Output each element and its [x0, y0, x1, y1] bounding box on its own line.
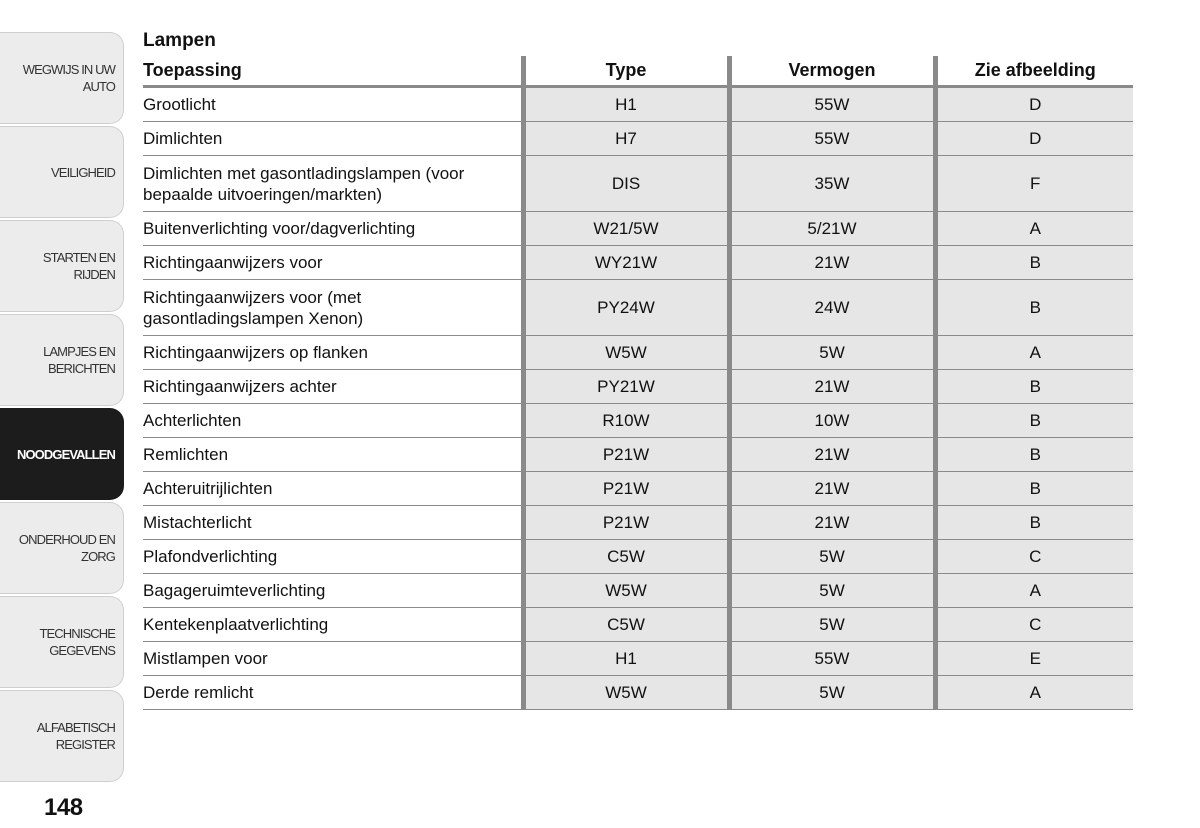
cell-type: C5W — [523, 608, 729, 642]
table-row — [143, 246, 1133, 280]
tab-technische-gegevens[interactable] — [0, 596, 124, 688]
cell-toepassing: Achteruitrijlichten — [143, 472, 523, 506]
tab-onderhoud-en-zorg[interactable] — [0, 502, 124, 594]
cell-toepassing: Grootlicht — [143, 87, 523, 122]
table-row — [143, 540, 1133, 574]
lamp-table — [143, 56, 1133, 710]
cell-zie-afbeelding: B — [935, 370, 1133, 404]
cell-vermogen: 21W — [729, 438, 935, 472]
page-number: 148 — [44, 794, 83, 821]
cell-toepassing: Buitenverlichting voor/dagverlichting — [143, 212, 523, 246]
cell-type: P21W — [523, 506, 729, 540]
cell-zie-afbeelding: E — [935, 642, 1133, 676]
tab-alfabetisch-register[interactable] — [0, 690, 124, 782]
cell-type: H7 — [523, 122, 729, 156]
cell-toepassing: Remlichten — [143, 438, 523, 472]
cell-toepassing: Richtingaanwijzers voor — [143, 246, 523, 280]
cell-vermogen: 5W — [729, 336, 935, 370]
cell-zie-afbeelding: C — [935, 540, 1133, 574]
cell-zie-afbeelding: C — [935, 608, 1133, 642]
cell-vermogen: 5W — [729, 608, 935, 642]
cell-toepassing: Richtingaanwijzers achter — [143, 370, 523, 404]
cell-vermogen: 21W — [729, 246, 935, 280]
tab-label: ALFABETISCH REGISTER — [36, 720, 115, 752]
cell-vermogen: 21W — [729, 370, 935, 404]
table-row — [143, 212, 1133, 246]
cell-type: W5W — [523, 336, 729, 370]
cell-zie-afbeelding: B — [935, 404, 1133, 438]
cell-vermogen: 5W — [729, 540, 935, 574]
cell-toepassing: Dimlichten met gasontladingslampen (voor bepaalde uitvoeringen/markten) — [143, 156, 523, 212]
table-row — [143, 122, 1133, 156]
cell-zie-afbeelding: A — [935, 676, 1133, 710]
cell-toepassing: Derde remlicht — [143, 676, 523, 710]
cell-type: R10W — [523, 404, 729, 438]
tab-noodgevallen[interactable] — [0, 408, 124, 500]
tab-starten-en-rijden[interactable] — [0, 220, 124, 312]
cell-type: C5W — [523, 540, 729, 574]
cell-zie-afbeelding: B — [935, 280, 1133, 336]
tab-label: ONDERHOUD EN ZORG — [18, 532, 115, 564]
tab-label: VEILIGHEID — [51, 164, 115, 180]
table-row — [143, 608, 1133, 642]
cell-toepassing: Richtingaanwijzers op flanken — [143, 336, 523, 370]
table-row — [143, 642, 1133, 676]
cell-zie-afbeelding: A — [935, 574, 1133, 608]
tab-veiligheid[interactable] — [0, 126, 124, 218]
cell-type: W5W — [523, 574, 729, 608]
cell-vermogen: 10W — [729, 404, 935, 438]
table-row — [143, 506, 1133, 540]
cell-vermogen: 55W — [729, 87, 935, 122]
cell-toepassing: Mistachterlicht — [143, 506, 523, 540]
table-row — [143, 472, 1133, 506]
cell-type: PY21W — [523, 370, 729, 404]
tab-label: NOODGEVALLEN — [16, 446, 115, 462]
table-row — [143, 370, 1133, 404]
section-title: Lampen — [143, 30, 216, 51]
cell-zie-afbeelding: D — [935, 122, 1133, 156]
tab-label: STARTEN EN RIJDEN — [42, 250, 115, 282]
table-header-row — [143, 56, 1133, 87]
table-row — [143, 336, 1133, 370]
cell-type: W21/5W — [523, 212, 729, 246]
cell-zie-afbeelding: F — [935, 156, 1133, 212]
cell-zie-afbeelding: B — [935, 438, 1133, 472]
table-row — [143, 280, 1133, 336]
cell-toepassing: Plafondverlichting — [143, 540, 523, 574]
cell-zie-afbeelding: B — [935, 506, 1133, 540]
column-header-toepassing: Toepassing — [143, 56, 523, 87]
cell-vermogen: 55W — [729, 122, 935, 156]
cell-vermogen: 55W — [729, 642, 935, 676]
cell-type: P21W — [523, 438, 729, 472]
cell-zie-afbeelding: A — [935, 212, 1133, 246]
cell-vermogen: 35W — [729, 156, 935, 212]
cell-vermogen: 24W — [729, 280, 935, 336]
tab-label: WEGWIJS IN UW AUTO — [22, 62, 115, 94]
cell-toepassing: Bagageruimteverlichting — [143, 574, 523, 608]
column-header-type: Type — [523, 56, 729, 87]
cell-vermogen: 21W — [729, 472, 935, 506]
cell-toepassing: Richtingaanwijzers voor (met gasontladingslampen Xenon) — [143, 280, 523, 336]
cell-type: DIS — [523, 156, 729, 212]
cell-vermogen: 5W — [729, 574, 935, 608]
cell-type: PY24W — [523, 280, 729, 336]
cell-type: P21W — [523, 472, 729, 506]
tab-lampjes-en-berichten[interactable] — [0, 314, 124, 406]
cell-zie-afbeelding: D — [935, 87, 1133, 122]
table-row — [143, 156, 1133, 212]
table-row — [143, 676, 1133, 710]
cell-toepassing: Mistlampen voor — [143, 642, 523, 676]
cell-toepassing: Kentekenplaatverlichting — [143, 608, 523, 642]
cell-vermogen: 5W — [729, 676, 935, 710]
cell-type: H1 — [523, 642, 729, 676]
table-row — [143, 404, 1133, 438]
column-header-vermogen: Vermogen — [729, 56, 935, 87]
cell-zie-afbeelding: B — [935, 246, 1133, 280]
table-row — [143, 438, 1133, 472]
column-header-zie-afbeelding: Zie afbeelding — [935, 56, 1133, 87]
table-body — [143, 87, 1133, 710]
tab-label: LAMPJES EN BERICHTEN — [43, 344, 115, 376]
cell-zie-afbeelding: B — [935, 472, 1133, 506]
cell-zie-afbeelding: A — [935, 336, 1133, 370]
table-row — [143, 87, 1133, 122]
cell-toepassing: Achterlichten — [143, 404, 523, 438]
cell-vermogen: 5/21W — [729, 212, 935, 246]
table-row — [143, 574, 1133, 608]
tab-wegwijs-in-uw-auto[interactable] — [0, 32, 124, 124]
cell-type: H1 — [523, 87, 729, 122]
cell-toepassing: Dimlichten — [143, 122, 523, 156]
cell-type: WY21W — [523, 246, 729, 280]
tab-label: TECHNISCHE GEGEVENS — [39, 626, 115, 658]
cell-type: W5W — [523, 676, 729, 710]
cell-vermogen: 21W — [729, 506, 935, 540]
